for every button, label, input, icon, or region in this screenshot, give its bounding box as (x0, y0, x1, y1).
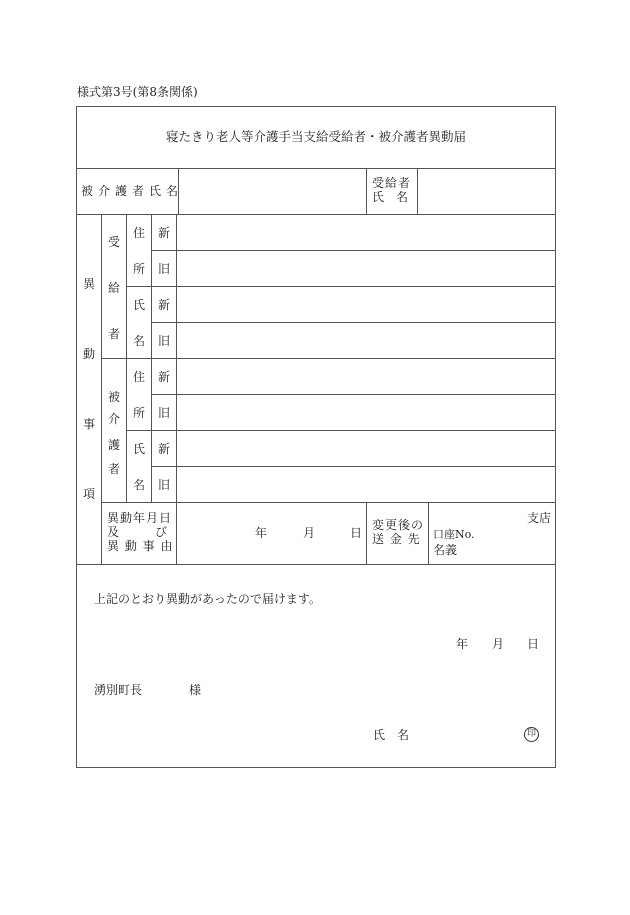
divider (126, 214, 127, 502)
submission-date-year: 年 (456, 637, 469, 651)
new-old-tag: 旧 (157, 334, 170, 348)
change-date-day-label: 日 (350, 526, 363, 540)
new-old-tag: 旧 (157, 406, 170, 420)
section-label-char: 動 (82, 347, 95, 361)
care-recipient-old-name-field[interactable] (178, 468, 554, 501)
divider (151, 394, 556, 395)
seal-icon: 印 (524, 727, 539, 742)
recipient-old-address-field[interactable] (178, 252, 554, 285)
addressee-label: 湧別町長 (94, 683, 143, 697)
recipient-group-label-char: 受 (107, 235, 120, 249)
care-recipient-new-name-field[interactable] (178, 432, 554, 465)
care-recipient-group-label-char: 介 (107, 412, 120, 426)
care-recipient-address-label-char: 所 (132, 406, 145, 420)
form-title: 寝たきり老人等介護手当支給受給者・被介護者異動届 (165, 129, 466, 144)
section-label-char: 異 (82, 277, 95, 291)
care-recipient-address-label-char: 住 (132, 370, 145, 384)
care-recipient-new-address-field[interactable] (178, 360, 554, 393)
divider (151, 214, 152, 502)
section-label-char: 項 (82, 487, 95, 501)
divider (151, 250, 556, 251)
divider (366, 502, 367, 564)
account-holder-field[interactable] (460, 541, 554, 561)
recipient-group-label-char: 者 (107, 327, 120, 341)
account-holder-label: 名義 (433, 543, 458, 557)
recipient-address-label-char: 住 (132, 226, 145, 240)
divider (101, 502, 556, 503)
care-recipient-name-label-char: 名 (132, 478, 145, 492)
change-date-month-label: 月 (303, 526, 316, 540)
remittance-label (372, 518, 424, 546)
submission-date-month: 月 (492, 637, 505, 651)
bank-branch-field[interactable] (430, 505, 525, 523)
new-old-tag: 旧 (157, 478, 170, 492)
divider (428, 502, 429, 564)
honorific-label: 様 (189, 683, 202, 697)
branch-label: 支店 (527, 511, 552, 525)
change-date-label-line1: 異動年月日 (107, 511, 173, 525)
new-old-tag: 新 (157, 370, 170, 384)
recipient-name-label (372, 176, 411, 204)
care-recipient-name-field[interactable] (180, 170, 364, 212)
change-reason-label: 異 動 事 由 (107, 539, 174, 553)
divider (76, 168, 556, 169)
applicant-name-label: 氏 名 (373, 728, 410, 742)
account-no-label: 口座No. (433, 528, 475, 541)
new-old-tag: 旧 (157, 262, 170, 276)
change-date-year-label: 年 (255, 526, 268, 540)
recipient-new-name-field[interactable] (178, 288, 554, 321)
label-oyobi-1: 及 (107, 525, 120, 539)
form-reference: 様式第3号(第8条関係) (77, 85, 198, 99)
divider (126, 430, 556, 431)
recipient-address-label-char: 所 (132, 262, 145, 276)
submission-date-day: 日 (527, 637, 540, 651)
care-recipient-old-address-field[interactable] (178, 396, 554, 429)
account-no-field[interactable] (478, 524, 554, 542)
label-oyobi-2: び (154, 525, 167, 539)
care-recipient-group-label-char: 被 (107, 390, 120, 404)
recipient-old-name-field[interactable] (178, 324, 554, 357)
divider (151, 466, 556, 467)
new-old-tag: 新 (157, 298, 170, 312)
applicant-name-field[interactable] (412, 722, 520, 746)
care-recipient-group-label-char: 護 (107, 438, 120, 452)
divider (76, 214, 556, 215)
recipient-name-label-char: 名 (132, 334, 145, 348)
change-date-label-line2 (107, 525, 173, 539)
recipient-name-label-char: 氏 (132, 298, 145, 312)
new-old-tag: 新 (157, 442, 170, 456)
recipient-name-field[interactable] (419, 170, 554, 212)
divider (151, 322, 556, 323)
change-date-reason-field[interactable] (178, 540, 364, 562)
recipient-name-label-line2: 氏 名 (372, 190, 409, 204)
recipient-new-address-field[interactable] (178, 216, 554, 249)
remittance-label-line2: 送 金 先 (372, 532, 421, 546)
divider (417, 168, 418, 214)
remittance-label-line1: 変更後の (372, 518, 425, 532)
divider (366, 168, 367, 214)
recipient-name-label-line1: 受給者 (372, 176, 412, 190)
section-label-char: 事 (82, 417, 95, 431)
change-date-reason-label (107, 511, 173, 553)
care-recipient-name-label-char: 氏 (132, 442, 145, 456)
divider (76, 564, 556, 565)
recipient-group-label-char: 給 (107, 281, 120, 295)
divider (126, 286, 556, 287)
care-recipient-group-label-char: 者 (107, 462, 120, 476)
declaration-statement: 上記のとおり異動があったので届けます。 (94, 592, 321, 606)
divider (176, 214, 177, 564)
divider (101, 358, 556, 359)
new-old-tag: 新 (157, 226, 170, 240)
divider (101, 214, 102, 564)
care-recipient-name-label: 被介護者氏名 (81, 184, 184, 198)
